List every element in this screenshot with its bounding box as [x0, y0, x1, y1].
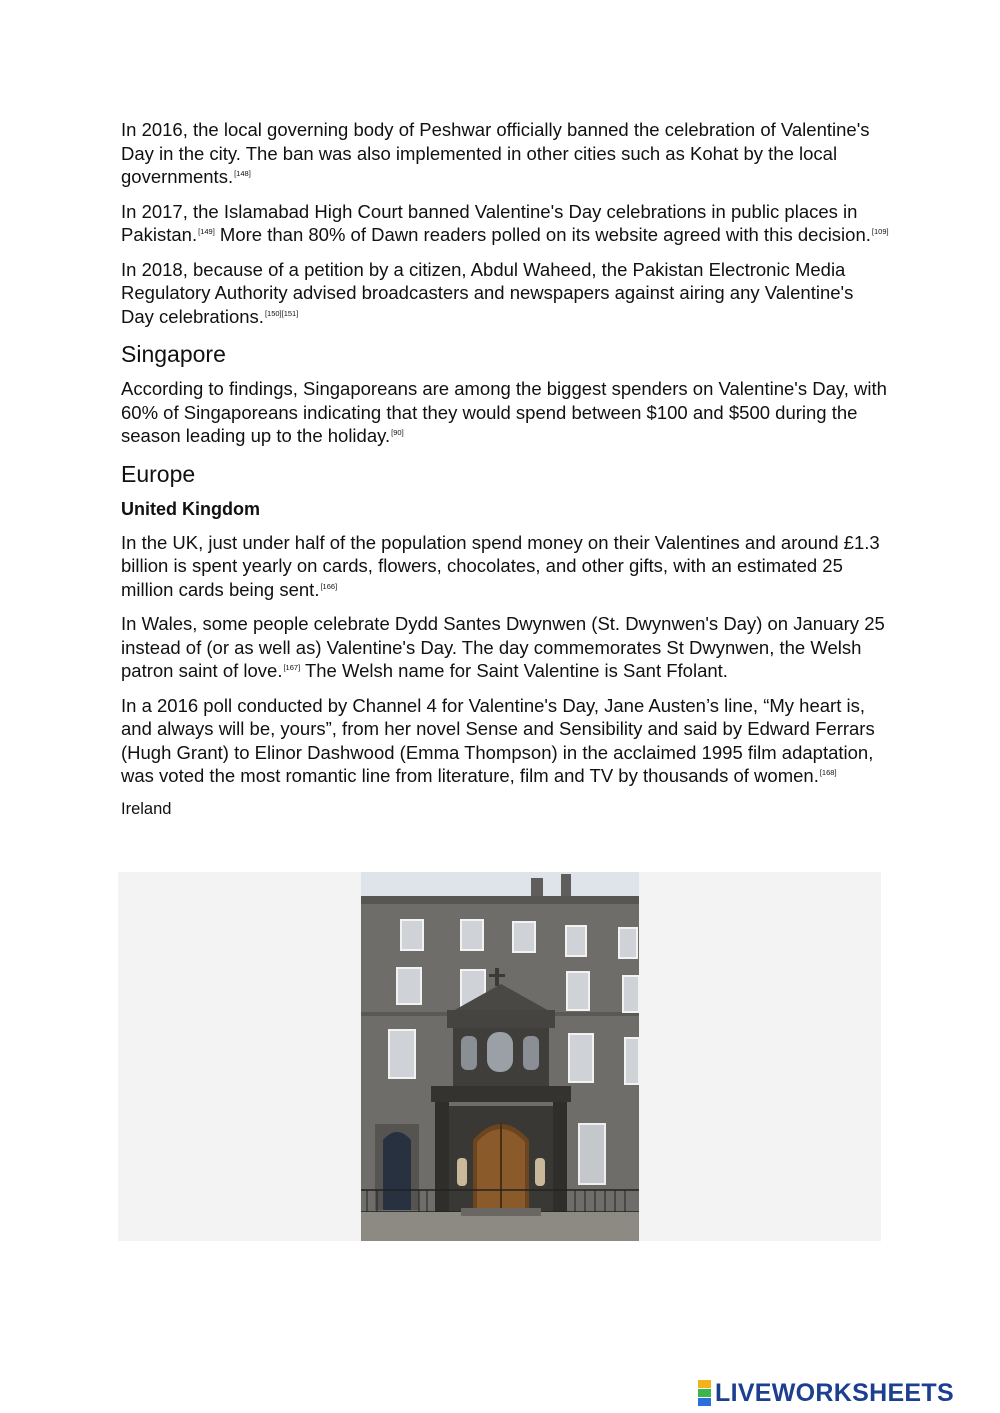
building-photo — [361, 872, 639, 1241]
citation-ref[interactable]: [109] — [871, 227, 889, 236]
paragraph-peshawar-ban: In 2016, the local governing body of Peshwar officially banned the celebration of Valentine's Day in the city. The ban was also implemented in other cities such as Kohat by the local governments.[148] — [121, 119, 870, 187]
subheading-united-kingdom: United Kingdom — [121, 498, 260, 519]
paragraph-singapore: According to findings, Singaporeans are among the biggest spenders on Valentine's Day, with 60% of Singaporeans indicating that they would spend between $100 and $500 during the season leading up to the holiday.[90] — [121, 378, 887, 446]
paragraph-islamabad-court: In 2017, the Islamabad High Court banned Valentine's Day celebrations in public places in Pakistan.[149] More than 80% of Dawn readers polled on its website agreed with this decision.[109] — [121, 200, 889, 245]
citation-ref[interactable]: [90] — [391, 428, 404, 437]
citation-ref[interactable]: [149] — [198, 227, 215, 236]
liveworksheets-logo[interactable] — [698, 1378, 954, 1408]
citation-ref[interactable]: [167] — [283, 663, 301, 672]
heading-singapore: Singapore — [121, 341, 226, 367]
citation-ref[interactable]: [166] — [320, 581, 338, 591]
logo-text: LIVEWORKSHEETS — [715, 1378, 954, 1407]
paragraph-pemra: In 2018, because of a petition by a citizen, Abdul Waheed, the Pakistan Electronic Media Regulatory Authority advised broadcasters and newspapers against airing any Valentine's Day celebrations.[150][151] — [121, 258, 854, 327]
document-body — [121, 118, 891, 819]
heading-europe: Europe — [121, 460, 196, 487]
image-panel — [118, 872, 881, 1241]
building-illustration — [361, 872, 639, 1241]
citation-ref[interactable]: [168] — [819, 768, 837, 777]
caption-ireland: Ireland — [121, 799, 172, 818]
paragraph-channel4-poll: In a 2016 poll conducted by Channel 4 for Valentine's Day, Jane Austen’s line, “My heart is, and always will be, yours”, from her novel Sense and Sensibility and said by Edward Ferrars (Hugh Grant) to Elinor Dashwood (Emma Thompson) in the acclaimed 1995 film adaptation, was voted the most romantic line from literature, film and TV by thousands of women.[168] — [121, 694, 875, 786]
citation-ref[interactable]: [148] — [234, 169, 251, 178]
logo-mark-icon — [698, 1380, 711, 1406]
paragraph-wales: In Wales, some people celebrate Dydd Santes Dwynwen (St. Dwynwen's Day) on January 25 instead of (or as well as) Valentine's Day. The day commemorates St Dwynwen, the Welsh patron saint of love.[167] The Welsh name for Saint Valentine is Sant Ffolant. — [121, 613, 885, 681]
citation-ref[interactable]: [150][151] — [264, 308, 299, 318]
paragraph-uk-spending: In the UK, just under half of the population spend money on their Valentines and around £1.3 billion is spent yearly on cards, flowers, chocolates, and other gifts, with an estimated 25 million cards being sent.[166] — [121, 531, 880, 600]
